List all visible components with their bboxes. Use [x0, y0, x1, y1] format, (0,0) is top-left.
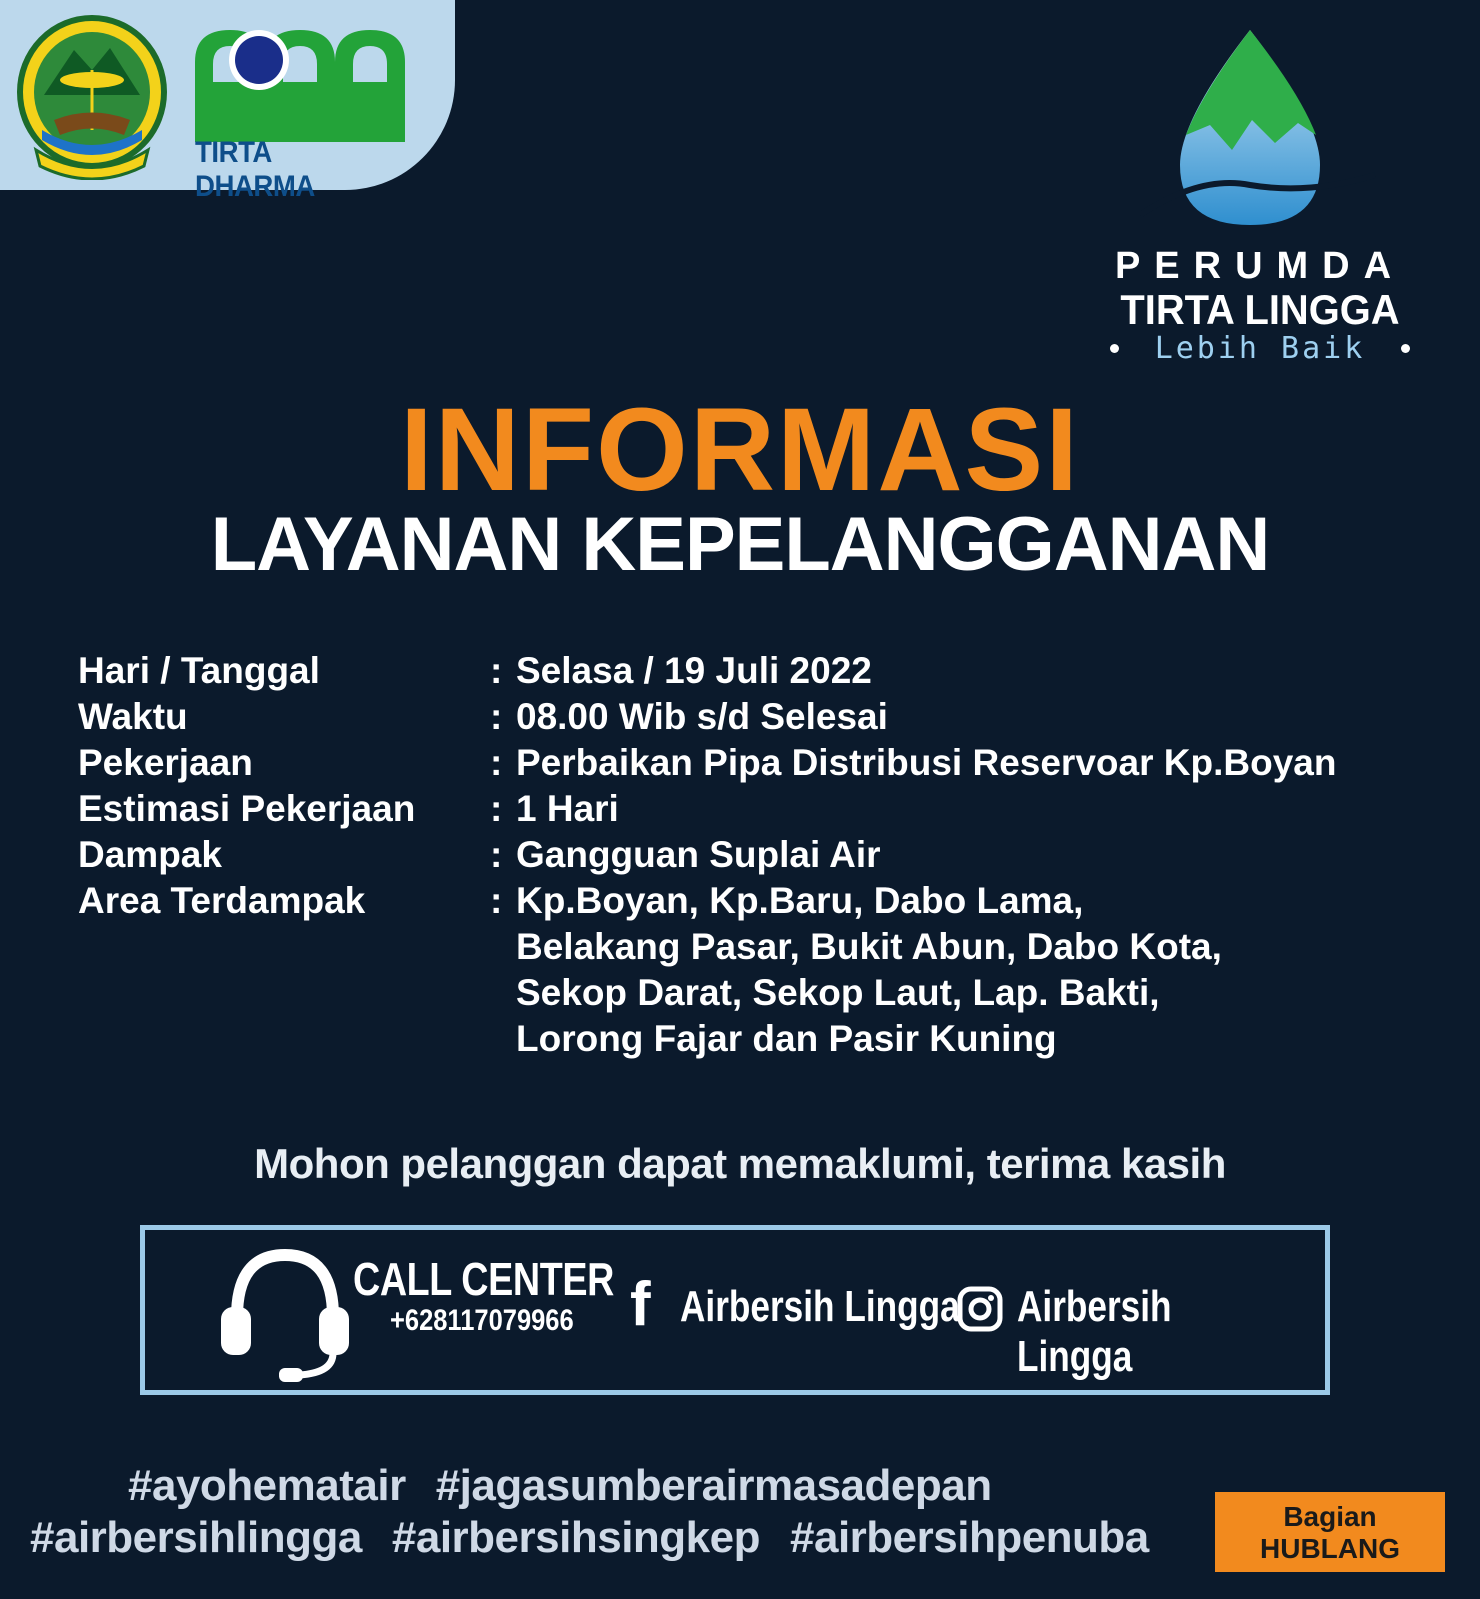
tirta-dharma-label: TIRTA DHARMA	[195, 136, 315, 203]
info-row-time	[78, 694, 1458, 740]
hashtag: #ayohematair	[128, 1461, 406, 1510]
info-row-date	[78, 648, 1458, 694]
closing-message: Mohon pelanggan dapat memaklumi, terima kasih	[254, 1140, 1226, 1187]
area-list	[516, 878, 1458, 1062]
hashtags	[30, 1460, 1170, 1564]
info-row-area	[78, 878, 1458, 1062]
regency-emblem-icon	[14, 10, 170, 180]
info-colon: :	[490, 834, 503, 875]
info-colon: :	[490, 696, 503, 737]
info-label: Waktu	[78, 696, 188, 737]
info-colon: :	[490, 788, 503, 829]
heading-sub: LAYANAN KEPELANGGANAN	[210, 502, 1270, 587]
call-center-label: CALL CENTER	[353, 1253, 614, 1305]
instagram-handle[interactable]: Airbersih Lingga	[1017, 1282, 1172, 1381]
info-label: Hari / Tanggal	[78, 650, 320, 691]
tirta-dharma-logo-icon	[195, 22, 405, 142]
info-colon: :	[490, 742, 503, 783]
info-row-work	[78, 740, 1458, 786]
perumda-label: PERUMDA	[1114, 245, 1406, 287]
heading-main: INFORMASI	[399, 384, 1081, 516]
logo-panel	[0, 0, 455, 203]
contact-box	[140, 1225, 1330, 1395]
facebook-handle[interactable]: Airbersih Lingga	[680, 1282, 960, 1331]
hashtag: #airbersihsingkep	[391, 1513, 760, 1562]
hublang-badge	[1215, 1492, 1445, 1572]
info-colon: :	[490, 880, 503, 921]
tirta-lingga-label: TIRTA LINGGA	[1120, 286, 1400, 333]
instagram-icon	[957, 1286, 1003, 1332]
tagline-row	[1110, 328, 1410, 368]
area-line: Belakang Pasar, Bukit Abun, Dabo Kota,	[516, 926, 1222, 967]
info-label: Estimasi Pekerjaan	[78, 788, 416, 829]
badge-line: HUBLANG	[1260, 1533, 1400, 1564]
hashtag-line	[30, 1512, 1170, 1564]
tagline: Lebih Baik	[1154, 330, 1366, 366]
info-value: 1 Hari	[516, 788, 619, 829]
badge-line: Bagian	[1283, 1501, 1377, 1532]
info-table	[78, 648, 1458, 1062]
info-label: Pekerjaan	[78, 742, 253, 783]
info-value: Gangguan Suplai Air	[516, 834, 881, 875]
area-line: Lorong Fajar dan Pasir Kuning	[516, 1018, 1057, 1059]
info-row-estimate	[78, 786, 1458, 832]
water-drop-mountain-icon	[1140, 25, 1380, 235]
info-value: Perbaikan Pipa Distribusi Reservoar Kp.Boyan	[516, 742, 1337, 783]
area-line: Kp.Boyan, Kp.Baru, Dabo Lama,	[516, 880, 1084, 921]
info-value: Selasa / 19 Juli 2022	[516, 650, 872, 691]
area-line: Sekop Darat, Sekop Laut, Lap. Bakti,	[516, 972, 1160, 1013]
hashtag-line	[30, 1460, 1170, 1512]
headset-icon	[215, 1245, 355, 1385]
dot-icon	[1401, 344, 1410, 353]
info-value: 08.00 Wib s/d Selesai	[516, 696, 888, 737]
call-center-phone[interactable]: +628117079966	[390, 1304, 574, 1337]
info-row-impact	[78, 832, 1458, 878]
dot-icon	[1110, 344, 1119, 353]
facebook-icon: f	[630, 1270, 651, 1339]
hashtag: #airbersihpenuba	[790, 1513, 1149, 1562]
hashtag: #airbersihlingga	[30, 1513, 362, 1562]
info-colon: :	[490, 650, 503, 691]
info-label: Dampak	[78, 834, 222, 875]
hashtag: #jagasumberairmasadepan	[435, 1461, 992, 1510]
info-label: Area Terdampak	[78, 880, 366, 921]
